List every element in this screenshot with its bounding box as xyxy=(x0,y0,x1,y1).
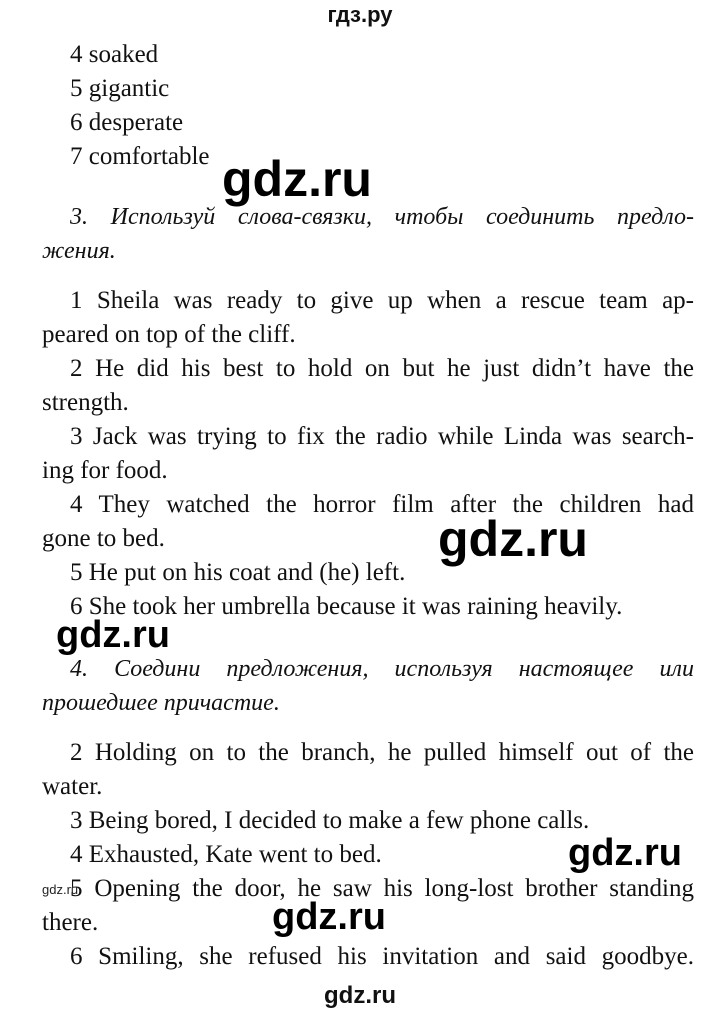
list-item: 5 gigantic xyxy=(70,75,170,102)
task3-line: 4 They watched the horror film after the children had xyxy=(70,491,694,518)
task3-line: ing for food. xyxy=(42,457,168,484)
task3-line: 1 Sheila was ready to give up when a rescue team ap- xyxy=(70,287,694,314)
list-item: 4 soaked xyxy=(70,41,159,68)
task4-line: there. xyxy=(42,909,99,936)
watermark: gdz.ru xyxy=(56,614,170,656)
watermark: gdz.ru xyxy=(568,832,682,874)
task3-line: peared on top of the cliff. xyxy=(42,321,296,348)
task3-title-cont: жения. xyxy=(42,238,116,264)
task3-line: strength. xyxy=(42,389,129,416)
task4-title: 4. Соедини предложения, используя настоящее или xyxy=(70,656,694,682)
task4-line: 3 Being bored, I decided to make a few phone calls. xyxy=(70,807,590,834)
task4-line: 5 Opening the door, he saw his long-lost brother standing xyxy=(70,875,694,902)
task4-line: 6 Smiling, she refused his invitation and said goodbye. xyxy=(70,943,694,970)
site-footer: gdz.ru xyxy=(324,982,396,1009)
task4-line: water. xyxy=(42,773,103,800)
task3-line: 2 He did his best to hold on but he just didn’t have the xyxy=(70,355,694,382)
task4-line: 2 Holding on to the branch, he pulled himself out of the xyxy=(70,739,694,766)
list-item: 6 desperate xyxy=(70,109,184,136)
site-header: гдз.ру xyxy=(327,2,393,27)
task3-line: gone to bed. xyxy=(42,525,165,552)
watermark: gdz.ru xyxy=(272,896,386,938)
task3-title: 3. Используй слова-связки, чтобы соединить предло- xyxy=(70,204,694,230)
watermark: gdz.ru xyxy=(222,151,372,207)
task3-line: 3 Jack was trying to fix the radio while Linda was search- xyxy=(70,423,694,450)
watermark: gdz.ru xyxy=(438,511,588,567)
watermark-small: gdz.ru xyxy=(42,882,79,897)
task3-line: 6 She took her umbrella because it was raining heavily. xyxy=(70,593,623,620)
task4-line: 4 Exhausted, Kate went to bed. xyxy=(70,841,382,868)
list-item: 7 comfortable xyxy=(70,143,210,170)
task3-line: 5 He put on his coat and (he) left. xyxy=(70,559,406,586)
task4-title-cont: прошедшее причастие. xyxy=(42,690,280,716)
